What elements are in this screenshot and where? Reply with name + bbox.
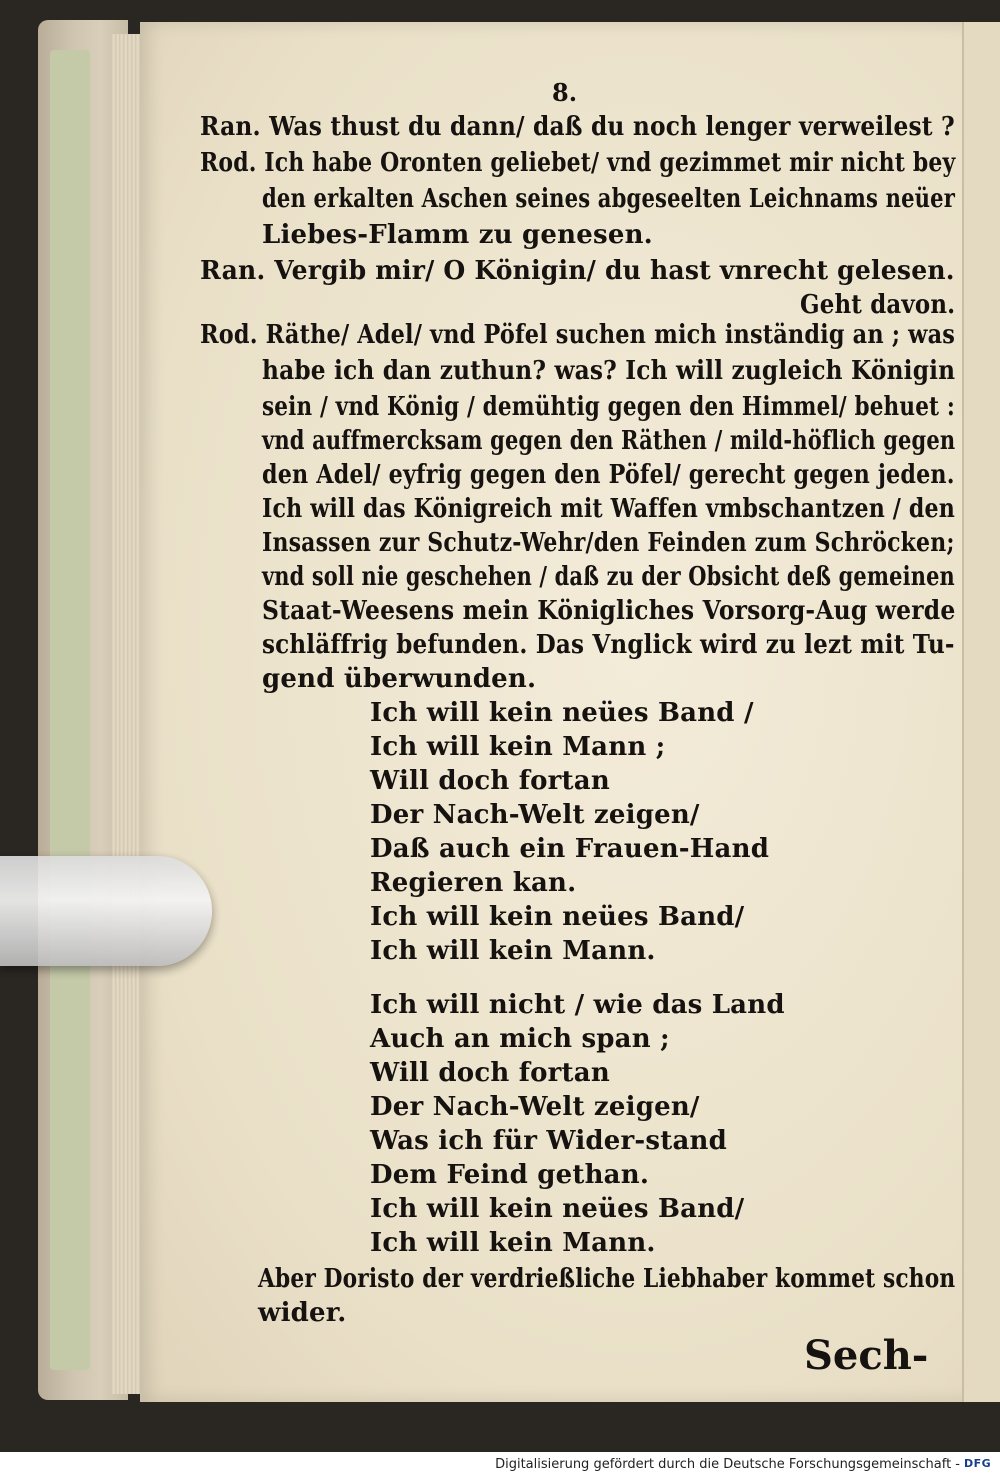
text-line: habe ich dan zuthun? was? Ich will zugleich Königin: [262, 356, 956, 386]
page-number: 8.: [552, 78, 578, 107]
text-line: Rod. Räthe/ Adel/ vnd Pöfel suchen mich inständig an ; was: [200, 320, 956, 350]
text-line: vnd soll nie geschehen / daß zu der Obsicht deß gemeinen: [262, 562, 955, 592]
dfg-logo-icon: DFG: [964, 1457, 992, 1470]
verse-line: Ich will kein neües Band/: [370, 902, 745, 932]
text-line: Ran. Was thust du dann/ daß du noch lenger verweilest ?: [200, 112, 955, 142]
verse-line: Daß auch ein Frauen-Hand: [370, 834, 770, 864]
footer-credit: Digitalisierung gefördert durch die Deutsche Forschungsgemeinschaft -: [495, 1457, 960, 1472]
catchword: Sech-: [804, 1332, 929, 1379]
verse-line: Was ich für Wider-stand: [370, 1126, 727, 1156]
verse-line: Ich will kein Mann.: [370, 936, 656, 966]
verse-line: Ich will kein neües Band /: [370, 698, 754, 728]
verse-line: Der Nach-Welt zeigen/: [370, 1092, 700, 1122]
text-line: Aber Doristo der verdrießliche Liebhaber kommet schon: [258, 1264, 956, 1294]
text-line: wider.: [258, 1298, 347, 1328]
verse-line: Ich will kein Mann ;: [370, 732, 666, 762]
text-line: sein / vnd König / demühtig gegen den Himmel/ behuet :: [262, 392, 955, 422]
text-line: den Adel/ eyfrig gegen den Pöfel/ gerecht gegen jeden.: [262, 460, 955, 490]
verse-line: Will doch fortan: [370, 766, 610, 796]
text-line: Ran. Vergib mir/ O Königin/ du hast vnrecht gelesen.: [200, 256, 955, 286]
verse-line: Ich will kein neües Band/: [370, 1194, 745, 1224]
verse-line: Ich will kein Mann.: [370, 1228, 656, 1258]
text-line: gend überwunden.: [262, 664, 537, 694]
text-line: Liebes-Flamm zu genesen.: [262, 220, 653, 250]
text-line: Rod. Ich habe Oronten geliebet/ vnd gezimmet mir nicht bey: [200, 148, 956, 178]
verse-line: Regieren kan.: [370, 868, 577, 898]
text-line: den erkalten Aschen seines abgeseelten Leichnams neüer: [262, 184, 956, 214]
verse-line: Der Nach-Welt zeigen/: [370, 800, 700, 830]
text-line: vnd auffmercksam gegen den Räthen / mild-höflich gegen: [262, 426, 956, 456]
verse-line: Dem Feind gethan.: [370, 1160, 650, 1190]
page-holder-clip: [0, 856, 212, 966]
text-line: Insassen zur Schutz-Wehr/den Feinden zum Schröcken;: [262, 528, 955, 558]
text-line: schläffrig befunden. Das Vnglick wird zu lezt mit Tu-: [262, 630, 955, 660]
verse-line: Auch an mich span ;: [370, 1024, 670, 1054]
text-line: Ich will das Königreich mit Waffen vmbschantzen / den: [262, 494, 956, 524]
text-line: Staat-Weesens mein Königliches Vorsorg-Aug werde: [262, 596, 956, 626]
verse-line: Ich will nicht / wie das Land: [370, 990, 785, 1020]
stage-direction: Geht davon.: [800, 290, 956, 320]
footer-bar: [0, 1452, 1000, 1477]
verse-line: Will doch fortan: [370, 1058, 610, 1088]
